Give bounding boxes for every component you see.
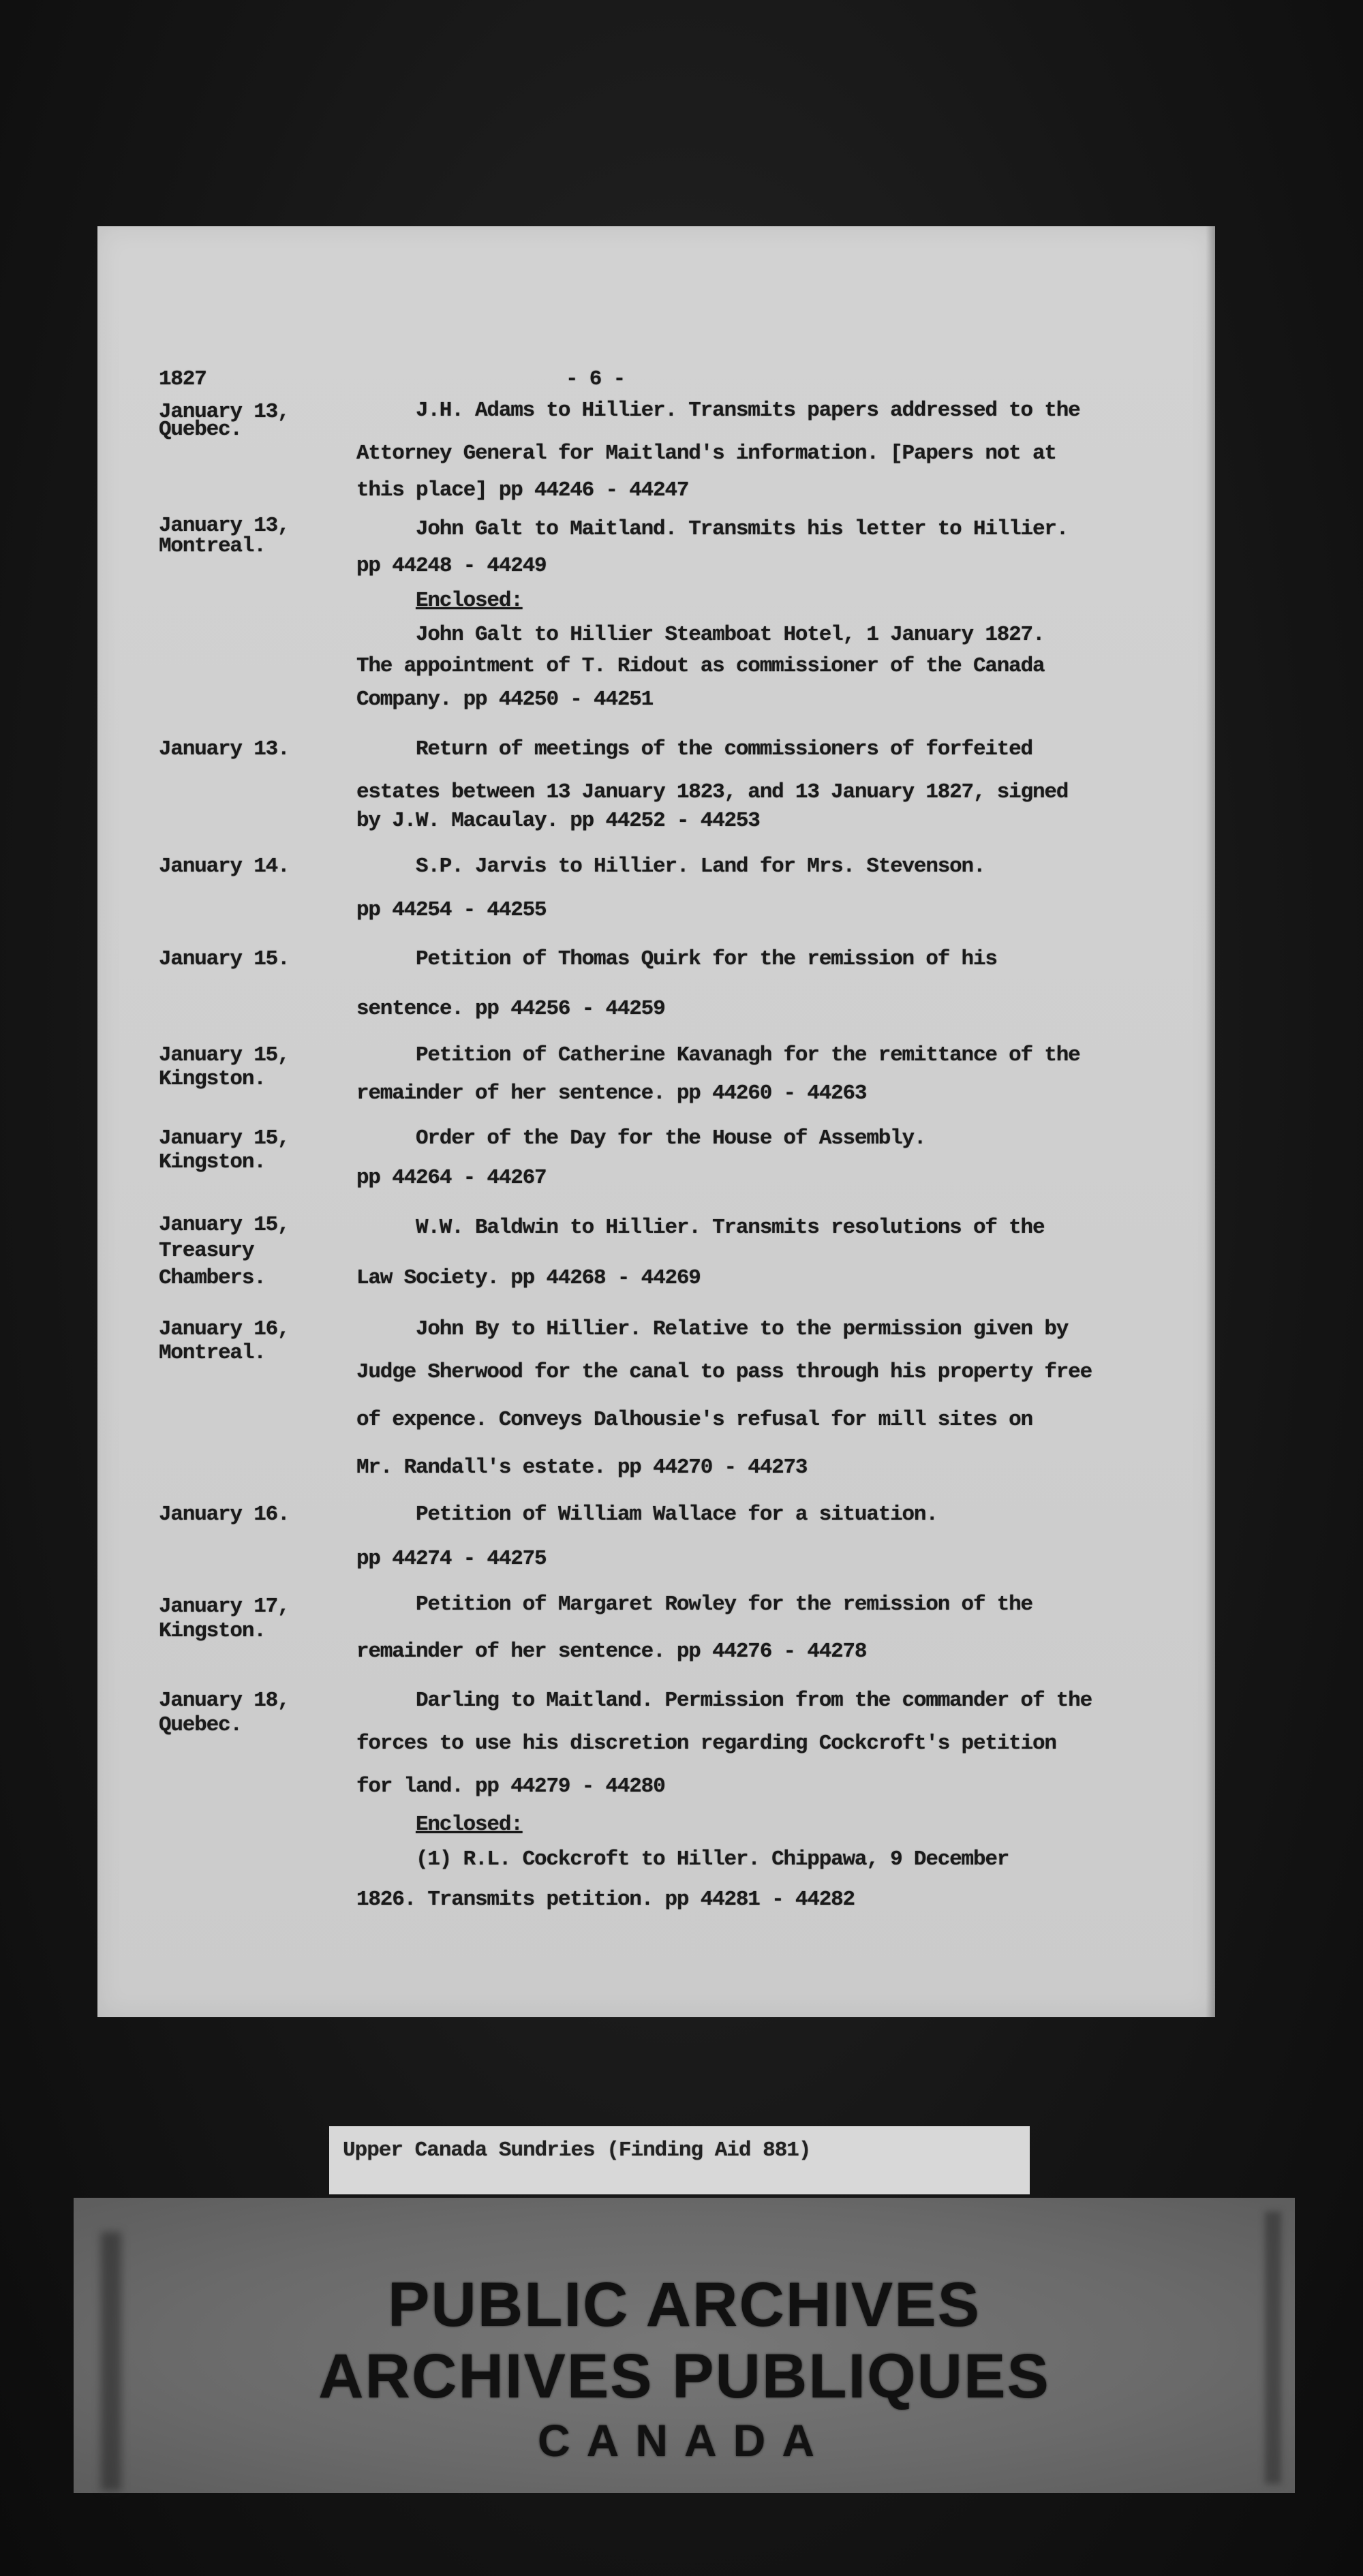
entry-line: W.W. Baldwin to Hillier. Transmits resolutions of the	[416, 1216, 1045, 1240]
archive-banner	[74, 2198, 1295, 2493]
entry-line: pp 44248 - 44249	[356, 554, 547, 578]
entry-line: forces to use his discretion regarding Cockcroft's petition	[356, 1732, 1056, 1755]
entry-line: pp 44264 - 44267	[356, 1166, 547, 1190]
entry-place: Quebec.	[159, 418, 242, 442]
entry-date: January 13,	[159, 400, 290, 424]
enclosed-line: The appointment of T. Ridout as commissioner of the Canada	[356, 654, 1045, 678]
entry-place: Montreal.	[159, 1341, 266, 1365]
entry-line: remainder of her sentence. pp 44276 - 44278	[356, 1640, 867, 1663]
enclosed-line: John Galt to Hillier Steamboat Hotel, 1 January 1827.	[416, 623, 1045, 647]
enclosed-line: (1) R.L. Cockcroft to Hiller. Chippawa, 9 December	[416, 1847, 1009, 1871]
entry-place: Montreal.	[159, 534, 266, 558]
entry-line: J.H. Adams to Hillier. Transmits papers addressed to the	[416, 399, 1080, 423]
entry-line: Law Society. pp 44268 - 44269	[356, 1266, 701, 1290]
entry-line: Petition of Margaret Rowley for the remission of the	[416, 1593, 1032, 1616]
banner-line-public-archives: PUBLIC ARCHIVES	[388, 2270, 981, 2340]
enclosed-line: 1826. Transmits petition. pp 44281 - 44282	[356, 1888, 855, 1912]
entry-line: Petition of William Wallace for a situation.	[416, 1503, 938, 1527]
entry-line: Return of meetings of the commissioners of forfeited	[416, 737, 1032, 761]
entry-date: January 13,	[159, 514, 290, 538]
entry-line: Petition of Catherine Kavanagh for the remittance of the	[416, 1043, 1080, 1067]
entry-place: Kingston.	[159, 1619, 266, 1643]
entry-place: Kingston.	[159, 1150, 266, 1174]
entry-place: Chambers.	[159, 1266, 266, 1290]
finding-aid-strip	[329, 2126, 1030, 2194]
enclosed-label: Enclosed:	[416, 1813, 523, 1837]
entry-line: Judge Sherwood for the canal to pass through his property free	[356, 1360, 1092, 1384]
entry-date: January 15,	[159, 1213, 290, 1237]
entry-date: January 15,	[159, 1126, 290, 1150]
enclosed-line: Company. pp 44250 - 44251	[356, 688, 654, 711]
entry-line: this place] pp 44246 - 44247	[356, 478, 689, 502]
banner-line-archives-publiques: ARCHIVES PUBLIQUES	[318, 2342, 1050, 2411]
entry-date: January 14.	[159, 855, 290, 878]
banner-line-canada: CANADA	[538, 2415, 831, 2466]
entry-place: Quebec.	[159, 1713, 242, 1737]
entry-line: Mr. Randall's estate. pp 44270 - 44273	[356, 1456, 808, 1479]
entry-date: January 15,	[159, 1043, 290, 1067]
entry-line: John Galt to Maitland. Transmits his letter to Hillier.	[416, 517, 1069, 541]
entry-line: sentence. pp 44256 - 44259	[356, 997, 665, 1021]
finding-aid-label: Upper Canada Sundries (Finding Aid 881)	[343, 2138, 811, 2162]
entry-date: January 16,	[159, 1317, 290, 1341]
entry-line: Attorney General for Maitland's information. [Papers not at	[356, 442, 1056, 465]
entry-place: Treasury	[159, 1239, 254, 1263]
entry-line: estates between 13 January 1823, and 13 January 1827, signed	[356, 780, 1069, 804]
entry-date: January 13.	[159, 737, 290, 761]
entry-line: S.P. Jarvis to Hillier. Land for Mrs. Stevenson.	[416, 855, 985, 878]
entry-date: January 16.	[159, 1503, 290, 1527]
entry-date: January 17,	[159, 1595, 290, 1619]
entry-line: Darling to Maitland. Permission from the commander of the	[416, 1689, 1092, 1713]
entry-line: of expence. Conveys Dalhousie's refusal for mill sites on	[356, 1408, 1032, 1432]
entry-date: January 18,	[159, 1689, 290, 1713]
document-year: 1827	[159, 367, 206, 391]
entry-line: for land. pp 44279 - 44280	[356, 1775, 665, 1798]
entry-line: Petition of Thomas Quirk for the remission of his	[416, 947, 997, 971]
entry-line: by J.W. Macaulay. pp 44252 - 44253	[356, 809, 760, 833]
entry-line: remainder of her sentence. pp 44260 - 44263	[356, 1082, 867, 1105]
page-number: - 6 -	[566, 367, 626, 391]
entry-line: pp 44254 - 44255	[356, 898, 547, 922]
entry-date: January 15.	[159, 947, 290, 971]
entry-line: Order of the Day for the House of Assembly.	[416, 1126, 926, 1150]
entry-line: John By to Hillier. Relative to the permission given by	[416, 1317, 1069, 1341]
enclosed-label: Enclosed:	[416, 589, 523, 613]
entry-place: Kingston.	[159, 1067, 266, 1091]
entry-line: pp 44274 - 44275	[356, 1547, 547, 1571]
